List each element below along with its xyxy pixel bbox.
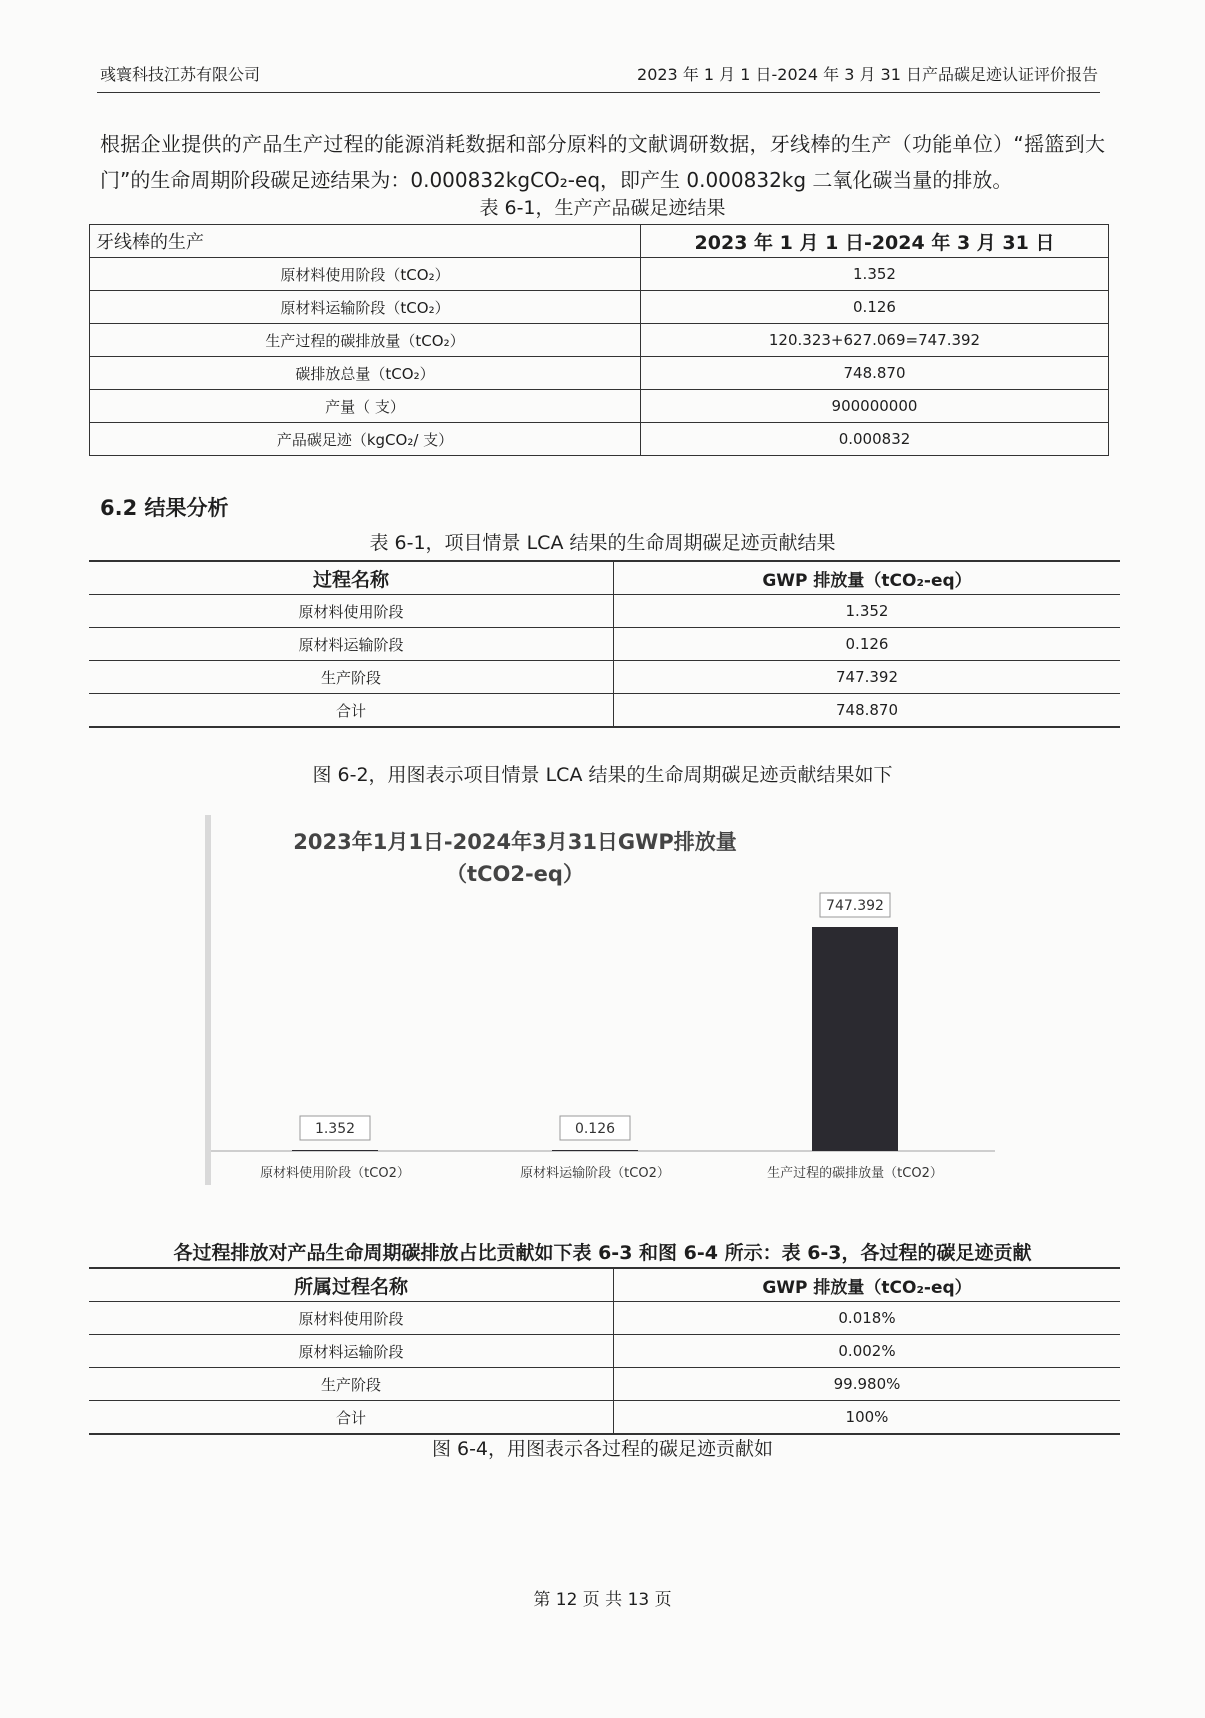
- table-cell-label: 合计: [89, 1401, 614, 1435]
- table-row: [90, 291, 1109, 324]
- table-cell-value: 748.870: [614, 694, 1121, 728]
- table-cell-label: 原材料使用阶段: [89, 1302, 614, 1335]
- table-cell-label: 生产过程的碳排放量（tCO₂）: [90, 324, 641, 357]
- table-cell-label: 原材料运输阶段（tCO₂）: [90, 291, 641, 324]
- table-cell-value: 0.126: [641, 291, 1109, 324]
- data-label-2: 747.392: [826, 898, 884, 914]
- table-cell-label: 原材料使用阶段: [89, 595, 614, 628]
- table-header-cell: 所属过程名称: [89, 1268, 614, 1302]
- chart-left-border: [205, 815, 211, 1185]
- bar-series: [260, 893, 943, 1181]
- table-cell-label: 合计: [89, 694, 614, 728]
- table-header-row: [89, 561, 1120, 595]
- table-row: [90, 324, 1109, 357]
- table-cell-value: 1.352: [641, 258, 1109, 291]
- table-cell-value: 0.002%: [614, 1335, 1121, 1368]
- lca-contribution-table: [89, 560, 1120, 728]
- company-name: 彧寰科技江苏有限公司: [100, 65, 261, 84]
- category-label-2: 生产过程的碳排放量（tCO2）: [767, 1166, 943, 1181]
- table-cell-label: 生产阶段: [89, 1368, 614, 1401]
- table-row: [90, 357, 1109, 390]
- process-contribution-table: [89, 1267, 1120, 1435]
- table-row: [89, 694, 1120, 728]
- table-row: [89, 595, 1120, 628]
- table-cell-value: 0.018%: [614, 1302, 1121, 1335]
- gwp-bar-chart: [205, 815, 1015, 1185]
- table-cell-label: 生产阶段: [89, 661, 614, 694]
- table-header-row: [90, 225, 1109, 258]
- table-row: [89, 628, 1120, 661]
- header-rule: [97, 92, 1100, 93]
- table-cell-label: 原材料运输阶段: [89, 628, 614, 661]
- table-cell-value: 0.126: [614, 628, 1121, 661]
- chart-subtitle: （tCO2-eq）: [446, 862, 584, 886]
- table-cell-label: 碳排放总量（tCO₂）: [90, 357, 641, 390]
- table-cell-value: 120.323+627.069=747.392: [641, 324, 1109, 357]
- contribution-intro: 各过程排放对产品生命周期碳排放占比贡献如下表 6-3 和图 6-4 所示：表 6-3，各过程的碳足迹贡献: [173, 1242, 1032, 1264]
- table-cell-value: 747.392: [614, 661, 1121, 694]
- table-header-cell: GWP 排放量（tCO₂-eq）: [614, 1268, 1121, 1302]
- table-row: [89, 1335, 1120, 1368]
- data-label-0: 1.352: [314, 1121, 356, 1137]
- table-header-row: [89, 1268, 1120, 1302]
- chart-title: 2023年1月1日-2024年3月31日GWP排放量: [293, 830, 737, 854]
- table2-caption: 表 6-1，项目情景 LCA 结果的生命周期碳足迹贡献结果: [369, 532, 836, 554]
- table-cell-label: 原材料使用阶段（tCO₂）: [90, 258, 641, 291]
- table-cell-label: 产品碳足迹（kgCO₂/ 支）: [90, 423, 641, 456]
- table-cell-value: 99.980%: [614, 1368, 1121, 1401]
- category-label-0: 原材料使用阶段（tCO2）: [260, 1166, 410, 1181]
- table-cell-label: 原材料运输阶段: [89, 1335, 614, 1368]
- table-header-cell: GWP 排放量（tCO₂-eq）: [614, 561, 1121, 595]
- table-cell-value: 900000000: [641, 390, 1109, 423]
- table1-caption: 表 6-1，生产产品碳足迹结果: [479, 197, 726, 219]
- figure2-caption: 图 6-2，用图表示项目情景 LCA 结果的生命周期碳足迹贡献结果如下: [312, 764, 893, 786]
- table-header-cell: 过程名称: [89, 561, 614, 595]
- table-cell-value: 0.000832: [641, 423, 1109, 456]
- bar-2: [812, 927, 898, 1151]
- table-row: [89, 1302, 1120, 1335]
- table-header-cell: 牙线棒的生产: [90, 225, 641, 258]
- table-header-cell: 2023 年 1 月 1 日-2024 年 3 月 31 日: [641, 225, 1109, 258]
- section-heading: 6.2 结果分析: [100, 496, 229, 520]
- figure4-caption: 图 6-4，用图表示各过程的碳足迹贡献如: [431, 1438, 774, 1460]
- category-label-1: 原材料运输阶段（tCO2）: [520, 1166, 670, 1181]
- table-row: [90, 258, 1109, 291]
- table-row: [90, 390, 1109, 423]
- table-cell-value: 1.352: [614, 595, 1121, 628]
- table-cell-value: 748.870: [641, 357, 1109, 390]
- page-number: 第 12 页 共 13 页: [533, 1590, 672, 1610]
- table-row: [89, 1368, 1120, 1401]
- table-row: [90, 423, 1109, 456]
- table-row: [89, 661, 1120, 694]
- table-cell-value: 100%: [614, 1401, 1121, 1435]
- table-cell-label: 产量（ 支）: [90, 390, 641, 423]
- table-row: [89, 1401, 1120, 1435]
- intro-paragraph: 根据企业提供的产品生产过程的能源消耗数据和部分原料的文献调研数据，牙线棒的生产（功能单位）“摇篮到大门”的生命周期阶段碳足迹结果为：0.000832kgCO₂-eq，即产生 0.000832kg 二氧化碳当量的排放。: [100, 132, 1105, 192]
- data-label-1: 0.126: [574, 1121, 616, 1137]
- footprint-result-table: [89, 224, 1109, 456]
- bar-1: [552, 1150, 638, 1151]
- report-title: 2023 年 1 月 1 日-2024 年 3 月 31 日产品碳足迹认证评价报告: [637, 65, 1098, 84]
- bar-0: [292, 1150, 378, 1151]
